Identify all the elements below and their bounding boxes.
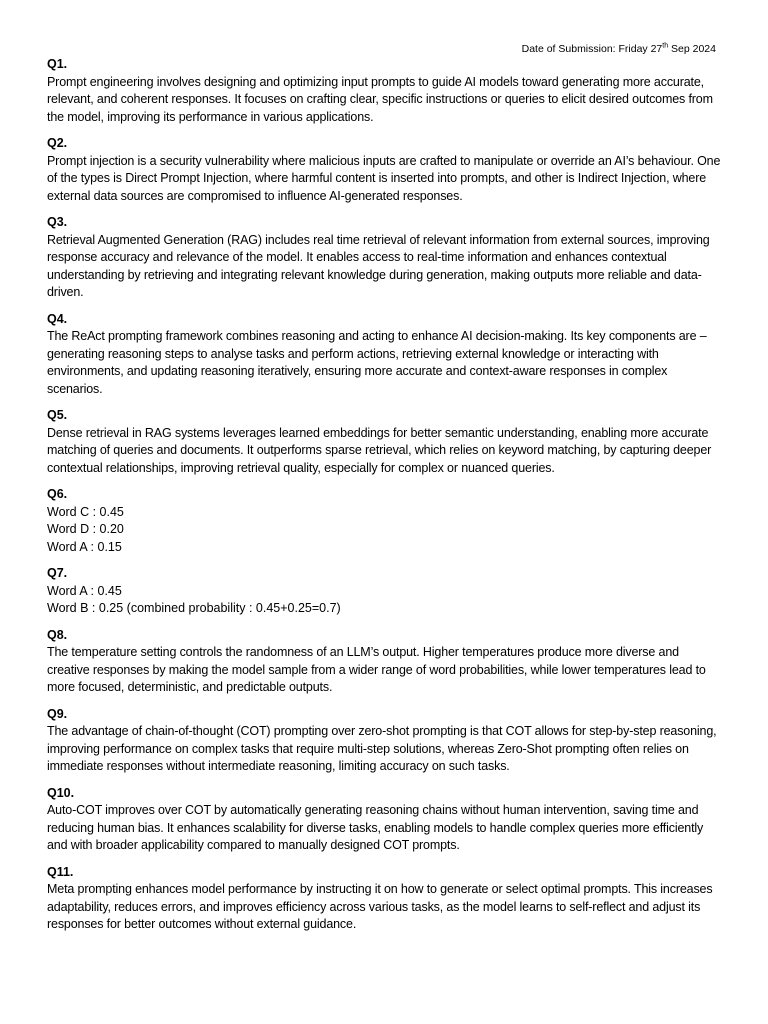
question-block-q1 — [47, 56, 723, 126]
submission-date — [522, 43, 716, 56]
question-label: Q5. — [47, 408, 68, 422]
question-label: Q6. — [47, 487, 68, 501]
question-answer: The temperature setting controls the randomness of an LLM’s output. Higher temperatures produce more diverse and creative responses by making the model sample from a wider range of word probabilities, while lower temperatures lead to more focused, deterministic, and predictable outputs. — [47, 645, 706, 694]
question-block-q7 — [47, 565, 723, 618]
question-block-q8 — [47, 627, 723, 697]
question-label: Q1. — [47, 57, 68, 71]
question-block-q10 — [47, 785, 723, 855]
submission-date-prefix: Date of Submission: Friday 27 — [521, 43, 663, 55]
submission-date-suffix: Sep 2024 — [668, 43, 716, 55]
question-answer: Prompt injection is a security vulnerability where malicious inputs are crafted to manipulate or override an AI’s behaviour. One of the types is Direct Prompt Injection, where harmful content is inserted into prompts, and other is Indirect Injection, where external data sources are compromised to influence AI-generated responses. — [47, 153, 721, 203]
question-block-q5 — [47, 407, 723, 477]
question-block-q2 — [47, 135, 723, 205]
question-label: Q7. — [47, 566, 68, 580]
answer-line: Word B : 0.25 (combined probability : 0.45+0.25=0.7) — [47, 601, 341, 615]
question-block-q6 — [47, 486, 723, 556]
question-answer: Retrieval Augmented Generation (RAG) includes real time retrieval of relevant information from external sources, improving response accuracy and relevance of the model. It enables access to real-time information and enhances contextual understanding by retrieving and integrating relevant knowledge during generation, making outputs more reliable and data-driven. — [47, 232, 710, 299]
question-answer: The advantage of chain-of-thought (COT) prompting over zero-shot prompting is that COT allows for step-by-step reasoning, improving performance on complex tasks that require multi-step solutions, whereas Zero-Shot prompting often relies on immediate responses without intermediate reasoning, limiting accuracy on such tasks. — [47, 724, 717, 773]
answer-line: Word D : 0.20 — [47, 522, 124, 536]
question-label: Q10. — [47, 785, 75, 800]
answer-line: Word A : 0.15 — [47, 539, 122, 554]
question-answer: Auto-COT improves over COT by automatically generating reasoning chains without human intervention, saving time and reducing human bias. It enhances scalability for diverse tasks, enabling models to handle complex queries more efficiently and with broader applicability compared to manually designed COT prompts. — [47, 803, 704, 852]
question-label: Q3. — [47, 215, 68, 229]
question-answer: Dense retrieval in RAG systems leverages learned embeddings for better semantic understanding, enabling more accurate matching of queries and documents. It outperforms sparse retrieval, which relies on keyword matching, by capturing deeper contextual relationships, improving retrieval quality, especially for complex or nuanced queries. — [47, 425, 712, 475]
question-block-q11 — [47, 864, 723, 934]
question-label: Q2. — [47, 136, 68, 150]
question-label: Q8. — [47, 627, 68, 642]
question-block-q4 — [47, 311, 723, 399]
question-answer: Prompt engineering involves designing and optimizing input prompts to guide AI models toward generating more accurate, relevant, and coherent responses. It focuses on crafting clear, specific instructions or queries to elicit desired outcomes from the model, improving its performance in various applications. — [47, 74, 713, 124]
question-block-q9 — [47, 706, 723, 776]
question-label: Q9. — [47, 706, 68, 721]
question-block-q3 — [47, 214, 723, 302]
answer-line: Word A : 0.45 — [47, 583, 122, 598]
answers-list — [47, 56, 723, 943]
question-answer: Meta prompting enhances model performance by instructing it on how to generate or select optimal prompts. This increases adaptability, reduces errors, and improves efficiency across various tasks, as the model learns to self-reflect and adjust its responses for better outcomes without external guidance. — [47, 882, 713, 931]
question-label: Q4. — [47, 311, 68, 326]
answer-line: Word C : 0.45 — [47, 504, 124, 519]
submission-date-ordinal: th — [662, 42, 669, 50]
question-answer: The ReAct prompting framework combines reasoning and acting to enhance AI decision-making. Its key components are – generating reasoning steps to analyse tasks and perform actions, retrieving external knowledge or interacting with environments, and updating reasoning iteratively, ensuring more accurate and context-aware responses in complex scenarios. — [47, 329, 707, 396]
question-label: Q11. — [47, 864, 74, 879]
